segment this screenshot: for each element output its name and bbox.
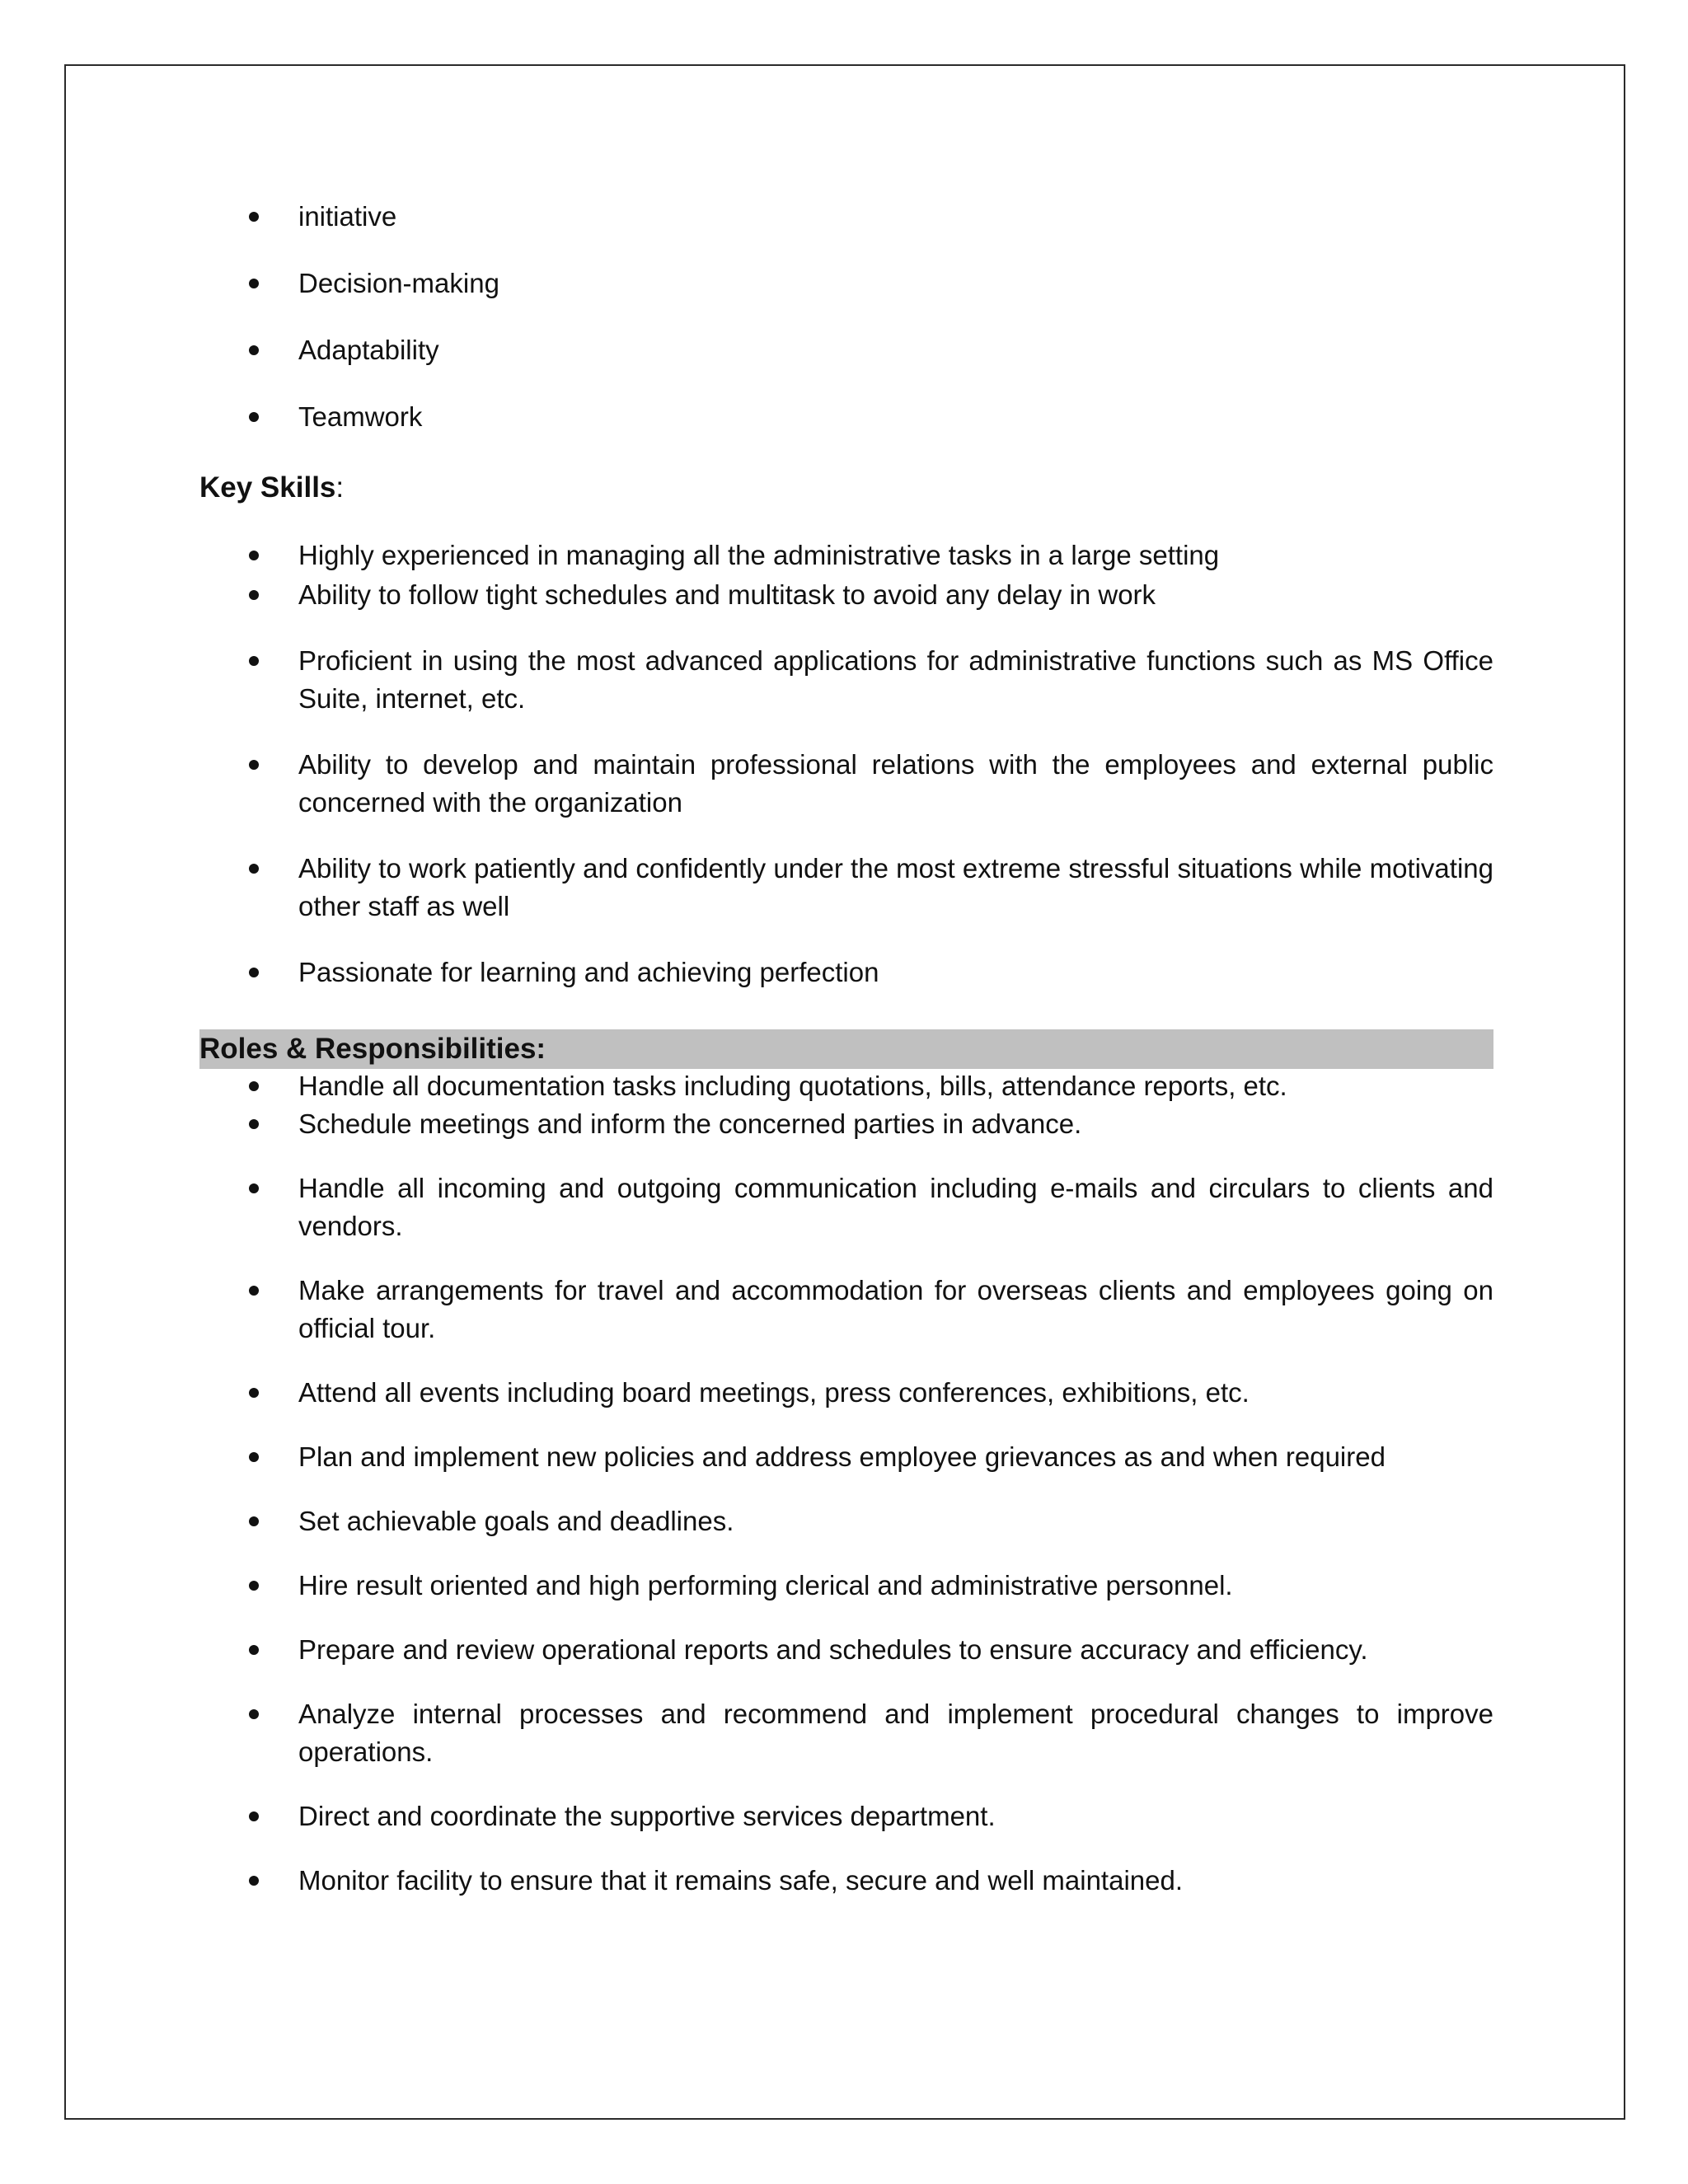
- resume-page-content: [199, 198, 1493, 1926]
- list-item: Ability to work patiently and confidently under the most extreme stressful situations while motivating other staff as well: [199, 850, 1493, 926]
- list-item: Analyze internal processes and recommend and implement procedural changes to improve operations.: [199, 1695, 1493, 1771]
- key-skills-heading: [199, 469, 1493, 507]
- list-item: Schedule meetings and inform the concerned parties in advance.: [199, 1105, 1493, 1143]
- list-item: Adaptability: [199, 331, 1493, 369]
- list-item: Set achievable goals and deadlines.: [199, 1502, 1493, 1540]
- list-item: Prepare and review operational reports and schedules to ensure accuracy and efficiency.: [199, 1631, 1493, 1669]
- list-item: Proficient in using the most advanced applications for administrative functions such as MS Office Suite, internet, etc.: [199, 642, 1493, 718]
- key-skills-heading-suffix: :: [335, 471, 345, 504]
- list-item: Highly experienced in managing all the administrative tasks in a large setting: [199, 537, 1493, 574]
- list-item: Teamwork: [199, 398, 1493, 436]
- list-item: Hire result oriented and high performing clerical and administrative personnel.: [199, 1567, 1493, 1605]
- list-item: Ability to follow tight schedules and multitask to avoid any delay in work: [199, 576, 1493, 614]
- key-skills-list: [199, 537, 1493, 991]
- list-item: Plan and implement new policies and address employee grievances as and when required: [199, 1438, 1493, 1476]
- roles-heading: Roles & Responsibilities:: [199, 1029, 1493, 1069]
- list-item: Decision-making: [199, 265, 1493, 302]
- list-item: Monitor facility to ensure that it remains safe, secure and well maintained.: [199, 1862, 1493, 1900]
- list-item: Passionate for learning and achieving perfection: [199, 954, 1493, 991]
- list-item: initiative: [199, 198, 1493, 236]
- roles-list: [199, 1067, 1493, 1900]
- key-skills-heading-text: Key Skills: [199, 471, 336, 504]
- list-item: Direct and coordinate the supportive services department.: [199, 1797, 1493, 1835]
- list-item: Ability to develop and maintain professional relations with the employees and external public concerned with the organization: [199, 746, 1493, 822]
- list-item: Make arrangements for travel and accommodation for overseas clients and employees going on official tour.: [199, 1272, 1493, 1347]
- list-item: Handle all incoming and outgoing communication including e-mails and circulars to clients and vendors.: [199, 1169, 1493, 1245]
- list-item: Handle all documentation tasks including quotations, bills, attendance reports, etc.: [199, 1067, 1493, 1105]
- traits-list: [199, 198, 1493, 436]
- list-item: Attend all events including board meetings, press conferences, exhibitions, etc.: [199, 1374, 1493, 1412]
